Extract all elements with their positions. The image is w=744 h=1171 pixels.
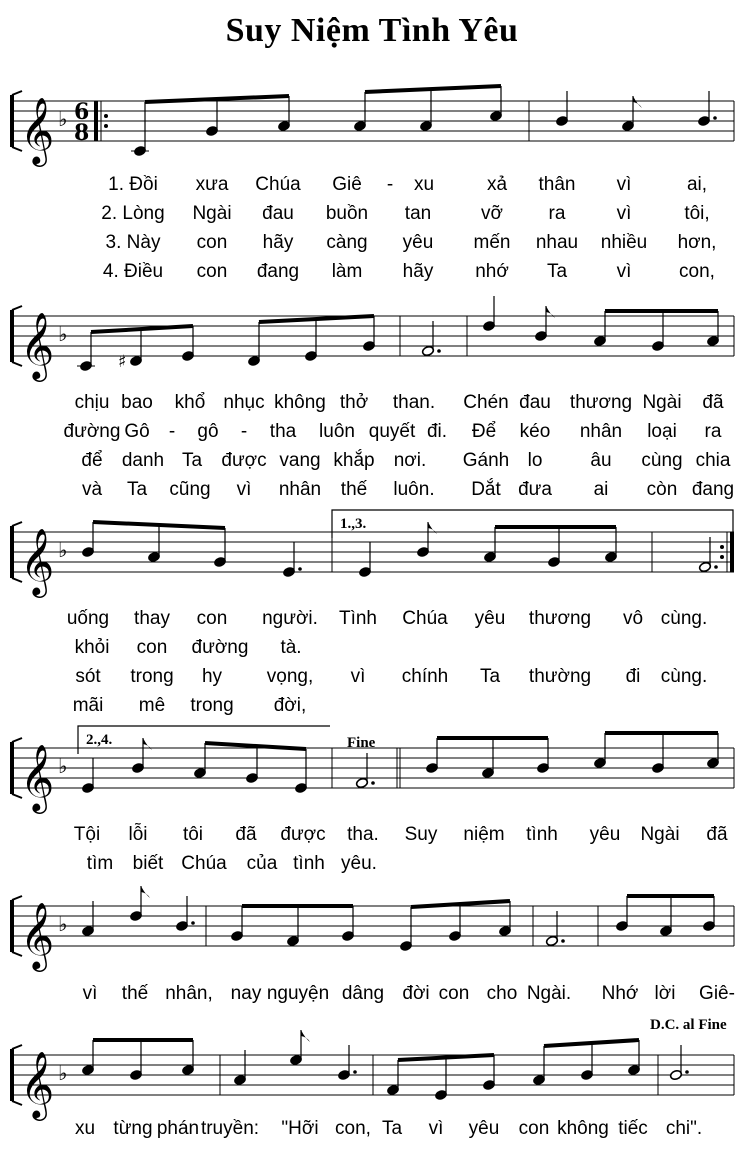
lyric-line [0,479,744,503]
lyric-syllable: vô [622,608,644,629]
lyric-syllable: cũng [169,479,211,500]
lyric-syllable: - [240,421,248,442]
lyric-syllable: Gô [124,421,150,442]
lyric-syllable: con [196,232,228,253]
lyric-syllable: Ngài [640,824,680,845]
augmentation-dot [437,349,441,353]
lyric-syllable: đưa [518,479,552,500]
note-beam [91,326,193,332]
treble-clef-icon: 𝄞 [20,527,55,595]
system-bracket [10,1049,14,1101]
lyric-syllable: yêu [474,608,506,629]
lyric-syllable: kéo [519,421,551,442]
lyric-syllable: cùng [641,450,683,471]
repeat-dot [720,545,724,549]
lyric-syllable: Ngài [642,392,682,413]
lyric-syllable: vỡ [481,203,503,224]
lyric-syllable: 1. Đồi [108,174,158,195]
lyric-syllable: khổ [174,392,206,413]
lyric-syllable: con, [679,261,715,282]
lyric-syllable: xả [486,174,508,195]
lyric-syllable: vọng, [266,666,314,687]
lyric-syllable: con [518,1118,550,1139]
lyric-syllable: vì [82,983,98,1004]
lyric-syllable: đã [702,392,724,413]
lyric-syllable: của [246,853,278,874]
lyric-syllable: Nhớ [601,983,639,1004]
lyric-syllable: nhiều [600,232,648,253]
repeat-dot [104,124,108,128]
lyric-syllable: cùng. [660,608,708,629]
lyric-syllable: yêu [402,232,434,253]
lyric-syllable: buồn [325,203,369,224]
system-bracket [12,306,22,310]
lyric-syllable: âu [590,450,612,471]
lyric-syllable: tha. [347,824,379,845]
flat-key-signature-icon: ♭ [58,912,68,936]
fine-marking: Fine [347,735,376,751]
lyric-syllable: thế [340,479,368,500]
lyric-syllable: con [196,608,228,629]
augmentation-dot [371,781,375,785]
repeat-dot [104,114,108,118]
lyric-syllable: Chúa [255,174,301,195]
augmentation-dot [685,1070,689,1074]
lyric-syllable: truyền: [200,1118,260,1139]
lyric-syllable: Ta [479,666,501,687]
system-bracket [10,95,14,147]
lyric-line [0,232,744,256]
lyric-syllable: 4. Điều [102,261,164,282]
lyric-syllable: vang [279,450,321,471]
lyric-syllable: tình [526,824,558,845]
lyric-syllable: thương [569,392,633,413]
song-title: Suy Niệm Tình Yêu [225,12,519,49]
lyric-syllable: tìm [86,853,114,874]
lyric-syllable: được [280,824,326,845]
lyric-syllable: mến [473,232,511,253]
lyric-syllable: nhớ [475,261,509,282]
lyric-line [0,421,744,445]
augmentation-dot [713,116,717,120]
lyric-syllable: tôi, [684,203,710,224]
lyric-syllable: vì [236,479,252,500]
lyric-syllable: mãi [72,695,104,716]
lyric-syllable: Giê [332,174,362,195]
lyric-syllable: Dắt [471,479,501,500]
lyric-syllable: sót [75,666,101,687]
lyric-syllable: làm [331,261,363,282]
treble-clef-icon: 𝄞 [20,901,55,969]
lyric-syllable: nhân [579,421,623,442]
lyric-line [0,853,744,877]
lyric-syllable: yêu [468,1118,500,1139]
lyric-syllable: Tội [73,824,101,845]
lyric-syllable: thường [528,666,592,687]
second-fourth-ending-label: 2.,4. [86,732,113,748]
lyric-syllable: Tình [338,608,378,629]
system-bracket [12,896,22,900]
flat-key-signature-icon: ♭ [58,754,68,778]
lyric-syllable: dâng [341,983,385,1004]
repeat-dot [720,555,724,559]
lyric-syllable: đã [706,824,728,845]
lyric-syllable: lời [654,983,676,1004]
lyric-syllable: đi. [426,421,448,442]
lyric-syllable: quyết [368,421,416,442]
lyric-syllable: uống [66,608,110,629]
augmentation-dot [191,921,195,925]
lyric-syllable: yêu. [341,853,377,874]
lyric-syllable: vì [616,261,632,282]
lyric-syllable: trong [190,695,234,716]
lyric-syllable: gô [197,421,219,442]
lyric-syllable: từng [113,1118,153,1139]
lyric-syllable: đau [519,392,551,413]
note-beam [365,86,501,92]
lyric-syllable: đã [235,824,257,845]
lyric-syllable: càng [326,232,368,253]
treble-clef-icon: 𝄞 [20,311,55,379]
lyric-syllable: Ta [181,450,203,471]
lyric-syllable: ra [704,421,722,442]
lyric-syllable: lo [527,450,543,471]
lyric-syllable: Ta [381,1118,403,1139]
lyric-syllable: lỗi [128,824,148,845]
lyric-syllable: bao [121,392,153,413]
flat-key-signature-icon: ♭ [58,322,68,346]
system-bracket [12,91,22,95]
treble-clef-icon: 𝄞 [20,743,55,811]
lyric-syllable: Ngài [192,203,232,224]
lyric-syllable: Ta [546,261,568,282]
lyric-line [0,637,744,661]
lyric-syllable: yêu [589,824,621,845]
lyric-line [0,174,744,198]
lyric-line [0,608,744,632]
lyric-line [0,983,744,1007]
lyric-syllable: niệm [463,824,505,845]
lyric-syllable: Suy [404,824,438,845]
lyric-syllable: tha [269,421,297,442]
lyric-syllable: được [221,450,267,471]
lyric-syllable: thân [538,174,576,195]
augmentation-dot [298,567,302,571]
lyric-syllable: nơi. [393,450,427,471]
lyric-line [0,203,744,227]
lyric-syllable: con, [335,1118,371,1139]
lyric-syllable: luôn. [393,479,435,500]
lyric-syllable: Để [471,421,497,442]
lyric-syllable: nhân [278,479,322,500]
lyric-syllable: 3. Này [105,232,161,253]
lyric-syllable: xu [74,1118,96,1139]
sharp-accidental-icon: ♯ [118,352,127,372]
lyric-syllable: chịu [74,392,110,413]
lyric-syllable: Ta [126,479,148,500]
lyric-syllable: tan [404,203,432,224]
lyric-syllable: đang [691,479,735,500]
lyric-syllable: vì [616,203,632,224]
flat-key-signature-icon: ♭ [58,107,68,131]
lyric-syllable: Chúa [181,853,227,874]
lyric-syllable: đời [402,983,430,1004]
system-bracket [10,742,14,794]
lyric-syllable: đường [191,637,249,658]
lyric-syllable: con [136,637,168,658]
lyric-syllable: đi [625,666,641,687]
note-flag [141,886,150,898]
lyric-syllable: đang [256,261,300,282]
lyric-syllable: tà. [280,637,302,658]
note-flag [301,1030,310,1042]
lyric-syllable: - [386,174,394,195]
lyric-syllable: "Hỡi [281,1118,319,1139]
system-bracket [10,310,14,362]
lyric-line [0,450,744,474]
lyric-syllable: xưa [195,174,229,195]
lyric-syllable: Chén [463,392,509,413]
lyric-syllable: xu [413,174,435,195]
lyric-syllable: còn [646,479,678,500]
lyric-syllable: chi". [665,1118,703,1139]
flat-key-signature-icon: ♭ [58,1061,68,1085]
dc-al-fine-marking: D.C. al Fine [650,1017,727,1033]
lyric-syllable: khắp [333,450,375,471]
lyric-syllable: Giê- [699,983,735,1004]
lyric-syllable: ai [593,479,609,500]
note-flag [633,96,642,108]
lyric-syllable: vì [616,174,632,195]
lyric-syllable: trong [130,666,174,687]
lyric-syllable: chính [401,666,449,687]
lyric-syllable: thương [528,608,592,629]
lyric-syllable: loại [647,421,677,442]
lyric-syllable: hãy [262,232,294,253]
lyric-syllable: thế [121,983,149,1004]
flat-key-signature-icon: ♭ [58,538,68,562]
lyric-syllable: nhau [535,232,579,253]
lyric-syllable: khỏi [74,637,110,658]
lyric-syllable: con [438,983,470,1004]
system-bracket [12,522,22,526]
treble-clef-icon: 𝄞 [20,96,55,164]
lyric-syllable: ra [548,203,566,224]
time-signature-bottom: 8 [74,120,90,146]
lyric-syllable: nhân, [165,983,213,1004]
repeat-start-barline [94,101,98,141]
lyric-syllable: tiếc [618,1118,648,1139]
lyric-syllable: con [196,261,228,282]
lyric-syllable: chia [695,450,731,471]
lyric-syllable: nay [230,983,262,1004]
lyric-syllable: thay [134,608,170,629]
augmentation-dot [561,939,565,943]
lyric-syllable: thở [339,392,369,413]
lyric-line [0,666,744,690]
lyric-syllable: và [81,479,103,500]
first-third-ending-label: 1.,3. [340,516,367,532]
lyric-syllable: 2. Lòng [101,203,165,224]
lyric-syllable: danh [121,450,165,471]
lyric-syllable: đường [63,421,121,442]
lyric-syllable: cho [486,983,518,1004]
lyric-syllable: Chúa [402,608,448,629]
lyric-line [0,695,744,719]
lyric-syllable: đau [262,203,294,224]
lyric-syllable: để [81,450,103,471]
lyric-syllable: người. [262,608,318,629]
lyric-syllable: cùng. [660,666,708,687]
lyric-syllable: vì [428,1118,444,1139]
note-beam [398,1055,494,1060]
lyric-syllable: ai, [686,174,708,195]
lyric-line [0,824,744,848]
lyric-line [0,392,744,416]
lyric-syllable: không [274,392,326,413]
lyric-syllable: mê [138,695,166,716]
system-bracket [10,526,14,578]
system-bracket [12,1045,22,1049]
treble-clef-icon: 𝄞 [20,1050,55,1118]
lyric-syllable: Ngài. [526,983,572,1004]
lyric-syllable: tôi [182,824,204,845]
lyric-syllable: hãy [402,261,434,282]
lyric-syllable: biết [132,853,164,874]
lyric-syllable: nguyện [266,983,330,1004]
augmentation-dot [353,1070,357,1074]
lyric-syllable: hơn, [677,232,717,253]
system-bracket [10,900,14,952]
lyric-syllable: tình [293,853,325,874]
lyric-syllable: than. [392,392,436,413]
lyric-syllable: không [557,1118,609,1139]
lyric-syllable: vì [350,666,366,687]
lyric-syllable: nhục [223,392,265,413]
lyric-syllable: luôn [319,421,355,442]
lyric-syllable: Gánh [462,450,510,471]
lyric-line [0,1118,744,1142]
lyric-syllable: phán [156,1118,200,1139]
time-signature-top: 6 [74,99,90,125]
lyric-syllable: hy [201,666,223,687]
lyric-line [0,261,744,285]
system-bracket [12,738,22,742]
lyric-syllable: - [168,421,176,442]
first-ending-bracket [332,510,733,538]
augmentation-dot [714,565,718,569]
lyric-syllable: đời, [273,695,307,716]
